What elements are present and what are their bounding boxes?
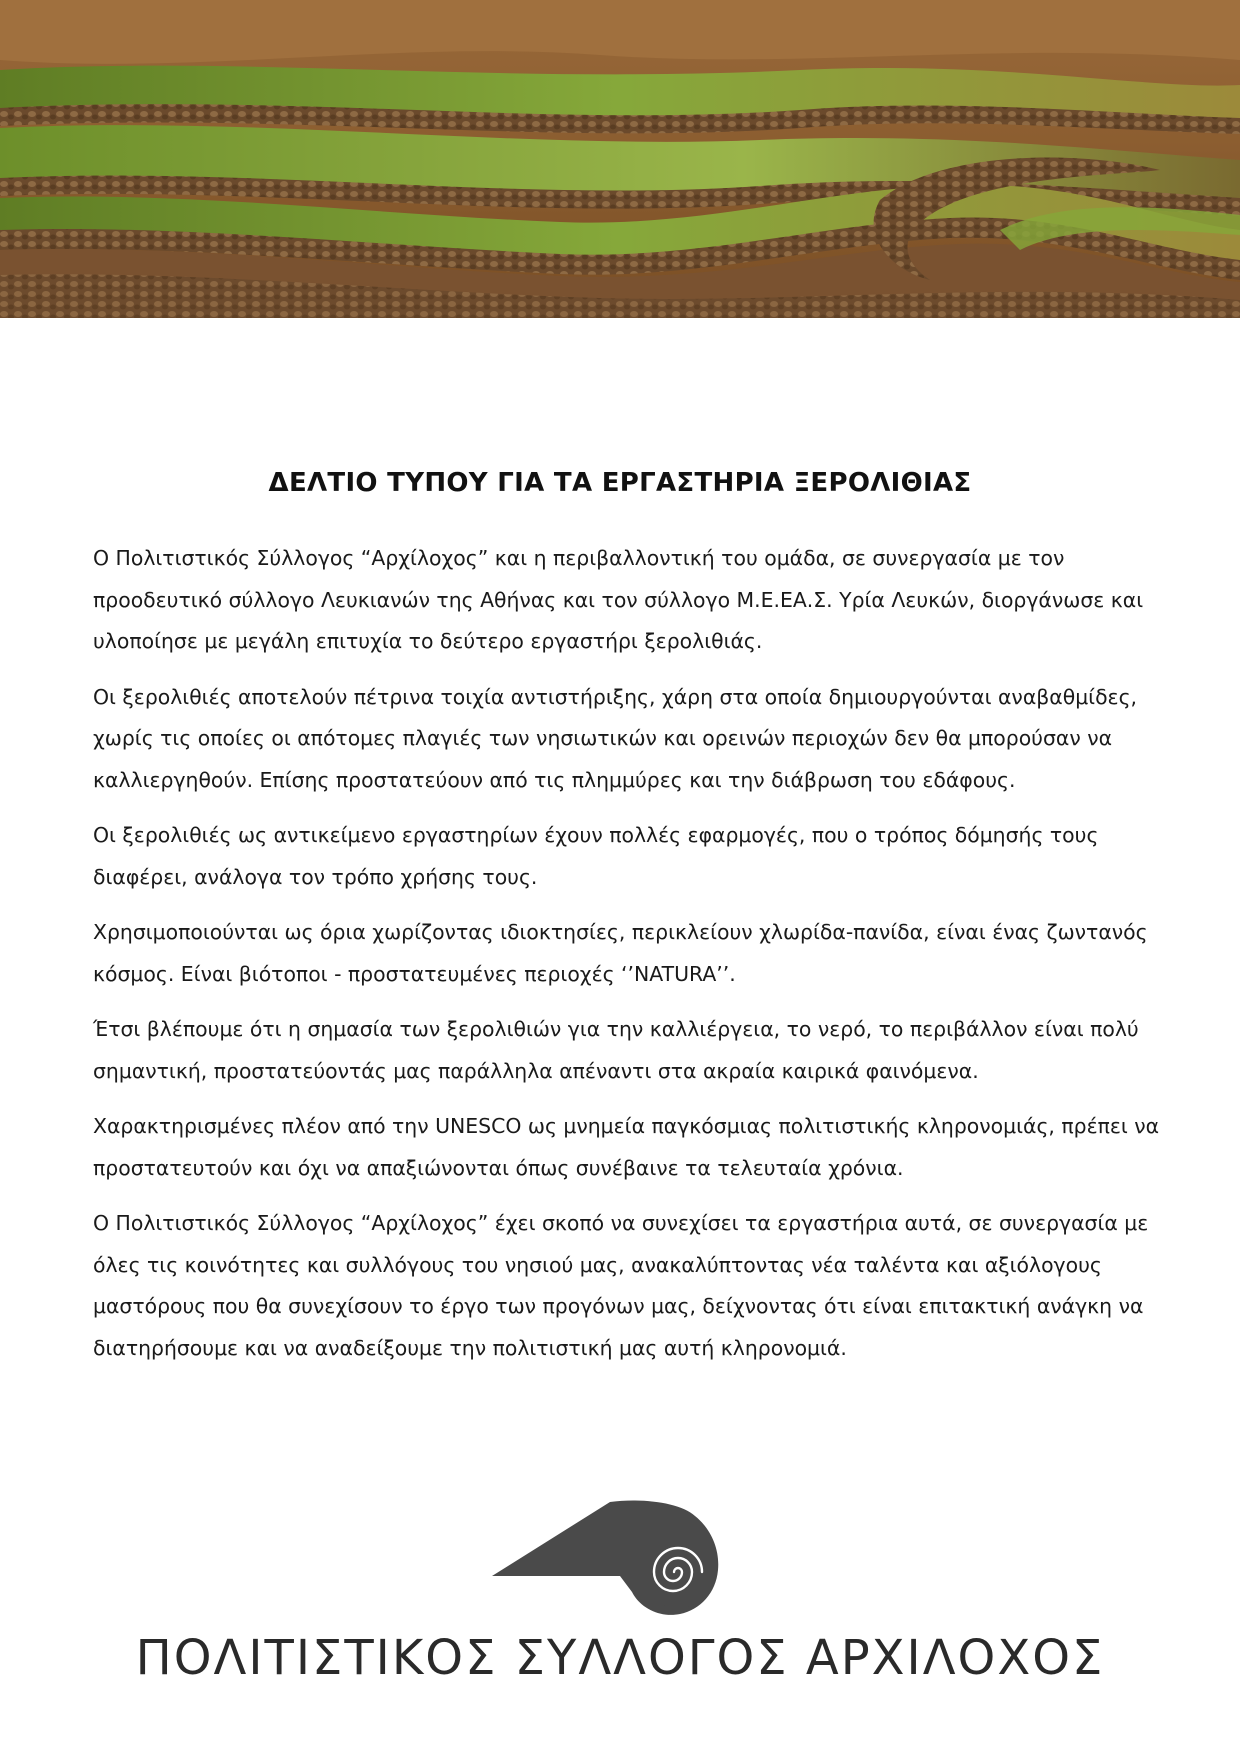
document-body [93, 538, 1173, 1383]
paragraph-habitats: Χρησιμοποιούνται ως όρια χωρίζοντας ιδιοκτησίες, περικλείουν χλωρίδα-πανίδα, είναι ένας ζωντανός κόσμος. Είναι βιότοποι - προστατευμένες περιοχές ‘’NATURA’’. [93, 920, 1148, 986]
paragraph-conclusion: Ο Πολιτιστικός Σύλλογος “Αρχίλοχος” έχει σκοπό να συνεχίσει τα εργαστήρια αυτά, σε συνεργασία με όλες τις κοινότητες και συλλόγους του νησιού μας, ανακαλύπτοντας νέα ταλέντα και αξιόλογους μαστόρους που θα συνεχίσουν το έργο των προγόνων μας, δείχνοντας ότι είναι επιτακτική ανάγκη να διατηρήσουμε και να αναδείξουμε την πολιτιστική μας αυτή κληρονομιά. [93, 1211, 1149, 1360]
archilochos-logo [490, 1498, 750, 1618]
paragraph-definition: Οι ξερολιθιές αποτελούν πέτρινα τοιχία αντιστήριξης, χάρη στα οποία δημιουργούνται αναβαθμίδες, χωρίς τις οποίες οι απότομες πλαγιές των νησιωτικών και ορεινών περιοχών δεν θα μπορούσαν να καλλιεργηθούν. Επίσης προστατεύουν από τις πλημμύρες και την διάβρωση του εδάφους. [93, 684, 1138, 792]
paragraph-importance: Έτσι βλέπουμε ότι η σημασία των ξερολιθιών για την καλλιέργεια, το νερό, το περιβάλλον είναι πολύ σημαντική, προστατεύοντάς μας παράλληλα απέναντι στα ακραία καιρικά φαινόμενα. [93, 1017, 1139, 1083]
organization-name: ΠΟΛΙΤΙΣΤΙΚΟΣ ΣΥΛΛΟΓΟΣ ΑΡΧΙΛΟΧΟΣ [135, 1630, 1105, 1686]
document-title: ΔΕΛΤΙΟ ΤΥΠΟΥ ΓΙΑ ΤΑ ΕΡΓΑΣΤΗΡΙΑ ΞΕΡΟΛΙΘΙΑΣ [268, 468, 972, 498]
paragraph-applications: Οι ξερολιθιές ως αντικείμενο εργαστηρίων έχουν πολλές εφαρμογές, που ο τρόπος δόμησής τους διαφέρει, ανάλογα τον τρόπο χρήσης τους. [93, 823, 1099, 889]
header-photo-terraces [0, 0, 1240, 318]
paragraph-intro: Ο Πολιτιστικός Σύλλογος “Αρχίλοχος” και η περιβαλλοντική του ομάδα, σε συνεργασία με τον προοδευτικό σύλλογο Λευκιανών της Αθήνας και τον σύλλογο Μ.Ε.ΕΑ.Σ. Υρία Λευκών, διοργάνωσε και υλοποίησε με μεγάλη επιτυχία το δεύτερο εργαστήρι ξερολιθιάς. [93, 546, 1144, 653]
paragraph-unesco: Χαρακτηρισμένες πλέον από την UNESCO ως μνημεία παγκόσμιας πολιτιστικής κληρονομιάς, πρέπει να προστατευτούν και όχι να απαξιώνονται όπως συνέβαινε τα τελευταία χρόνια. [93, 1114, 1160, 1180]
